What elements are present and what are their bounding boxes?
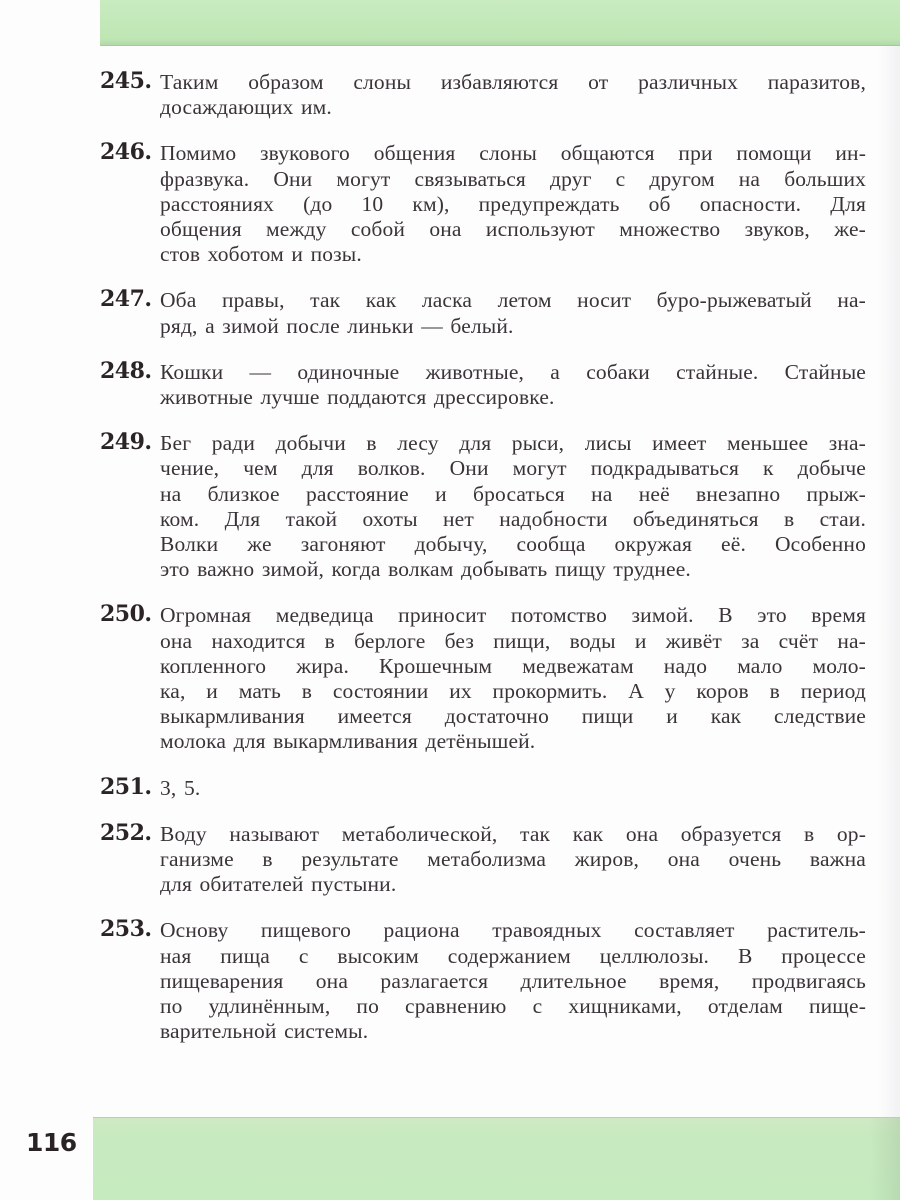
answer-item (100, 820, 866, 898)
answer-line: общения между собой она используют множество звуков, же- (160, 217, 866, 242)
answer-item (100, 774, 866, 801)
answer-line: 3, 5. (160, 775, 201, 800)
answer-line: Помимо звукового общения слоны общаются при помощи ин- (160, 141, 866, 166)
page-number: 116 (26, 1128, 77, 1157)
bottom-green-band (93, 1117, 900, 1200)
answer-text (160, 139, 866, 267)
answer-text (160, 286, 866, 338)
top-green-band (100, 0, 900, 46)
answer-item (100, 139, 866, 267)
answer-number: 246. (100, 139, 152, 166)
answer-number: 245. (100, 68, 152, 94)
answer-text (160, 774, 866, 801)
answer-number: 248. (100, 357, 152, 384)
answer-line: ряд, а зимой после линьки — белый. (160, 313, 514, 338)
answer-item (100, 601, 866, 754)
answer-line: варительной системы. (160, 1019, 369, 1044)
answer-line: ганизме в результате метаболизма жиров, она очень важна (160, 847, 866, 872)
answer-line: Таким образом слоны избавляются от различных паразитов, (160, 70, 866, 94)
answer-line: Волки же загоняют добычу, сообща окружая её. Особенно (160, 532, 866, 557)
answer-line: молока для выкармливания детёнышей. (160, 729, 536, 754)
answer-line: фразвука. Они могут связываться друг с другом на больших (160, 166, 866, 191)
answer-line: она находится в берлоге без пищи, воды и живёт за счёт на- (160, 628, 866, 653)
answer-line: это важно зимой, когда волкам добывать пищу труднее. (160, 557, 691, 582)
answer-line: досаждающих им. (160, 95, 332, 120)
page-edge-shadow (878, 45, 900, 1117)
answer-item (100, 916, 866, 1044)
answer-item (100, 429, 866, 582)
answer-text (160, 820, 866, 898)
answer-line: Огромная медведица приносит потомство зимой. В это время (160, 603, 866, 628)
answer-line: стов хоботом и позы. (160, 242, 362, 267)
answer-line: пищеварения она разлагается длительное время, продвигаясь (160, 968, 866, 993)
answer-text (160, 358, 866, 410)
answer-item (100, 358, 866, 410)
answer-text (160, 68, 866, 120)
answer-line: ком. Для такой охоты нет надобности объединяться в стаи. (160, 506, 866, 531)
answer-line: Воду называют метаболической, так как она образуется в ор- (160, 821, 866, 846)
answer-line: на близкое расстояние и бросаться на неё внезапно прыж- (160, 481, 866, 506)
answer-line: расстояниях (до 10 км), предупреждать об опасности. Для (160, 191, 866, 216)
answer-item (100, 68, 866, 120)
answer-text (160, 429, 866, 582)
answer-line: Основу пищевого рациона травоядных составляет раститель- (160, 918, 866, 943)
answer-number: 251. (100, 773, 152, 800)
answer-item (100, 286, 866, 338)
answer-line: выкармливания имеется достаточно пищи и как следствие (160, 704, 866, 729)
answer-line: по удлинённым, по сравнению с хищниками, отделам пище- (160, 994, 866, 1019)
answer-number: 249. (100, 429, 152, 456)
answer-line: животные лучше поддаются дрессировке. (160, 385, 555, 410)
answer-number: 247. (100, 286, 152, 313)
answer-line: ка, и мать в состоянии их прокормить. А у коров в период (160, 679, 866, 704)
answer-number: 252. (100, 819, 152, 846)
answer-line: Кошки — одиночные животные, а собаки стайные. Стайные (160, 359, 866, 384)
answer-text (160, 916, 866, 1044)
answers-list (100, 68, 866, 1064)
answer-number: 250. (100, 601, 152, 628)
answer-number: 253. (100, 916, 152, 943)
answer-line: Оба правы, так как ласка летом носит буро-рыжеватый на- (160, 288, 866, 313)
answer-line: для обитателей пустыни. (160, 872, 397, 897)
answer-line: чение, чем для волков. Они могут подкрадываться к добыче (160, 456, 866, 481)
answer-line: Бег ради добычи в лесу для рыси, лисы имеет меньшее зна- (160, 431, 866, 456)
answer-line: ная пища с высоким содержанием целлюлозы. В процессе (160, 943, 866, 968)
answer-line: копленного жира. Крошечным медвежатам надо мало моло- (160, 653, 866, 678)
answer-text (160, 601, 866, 754)
